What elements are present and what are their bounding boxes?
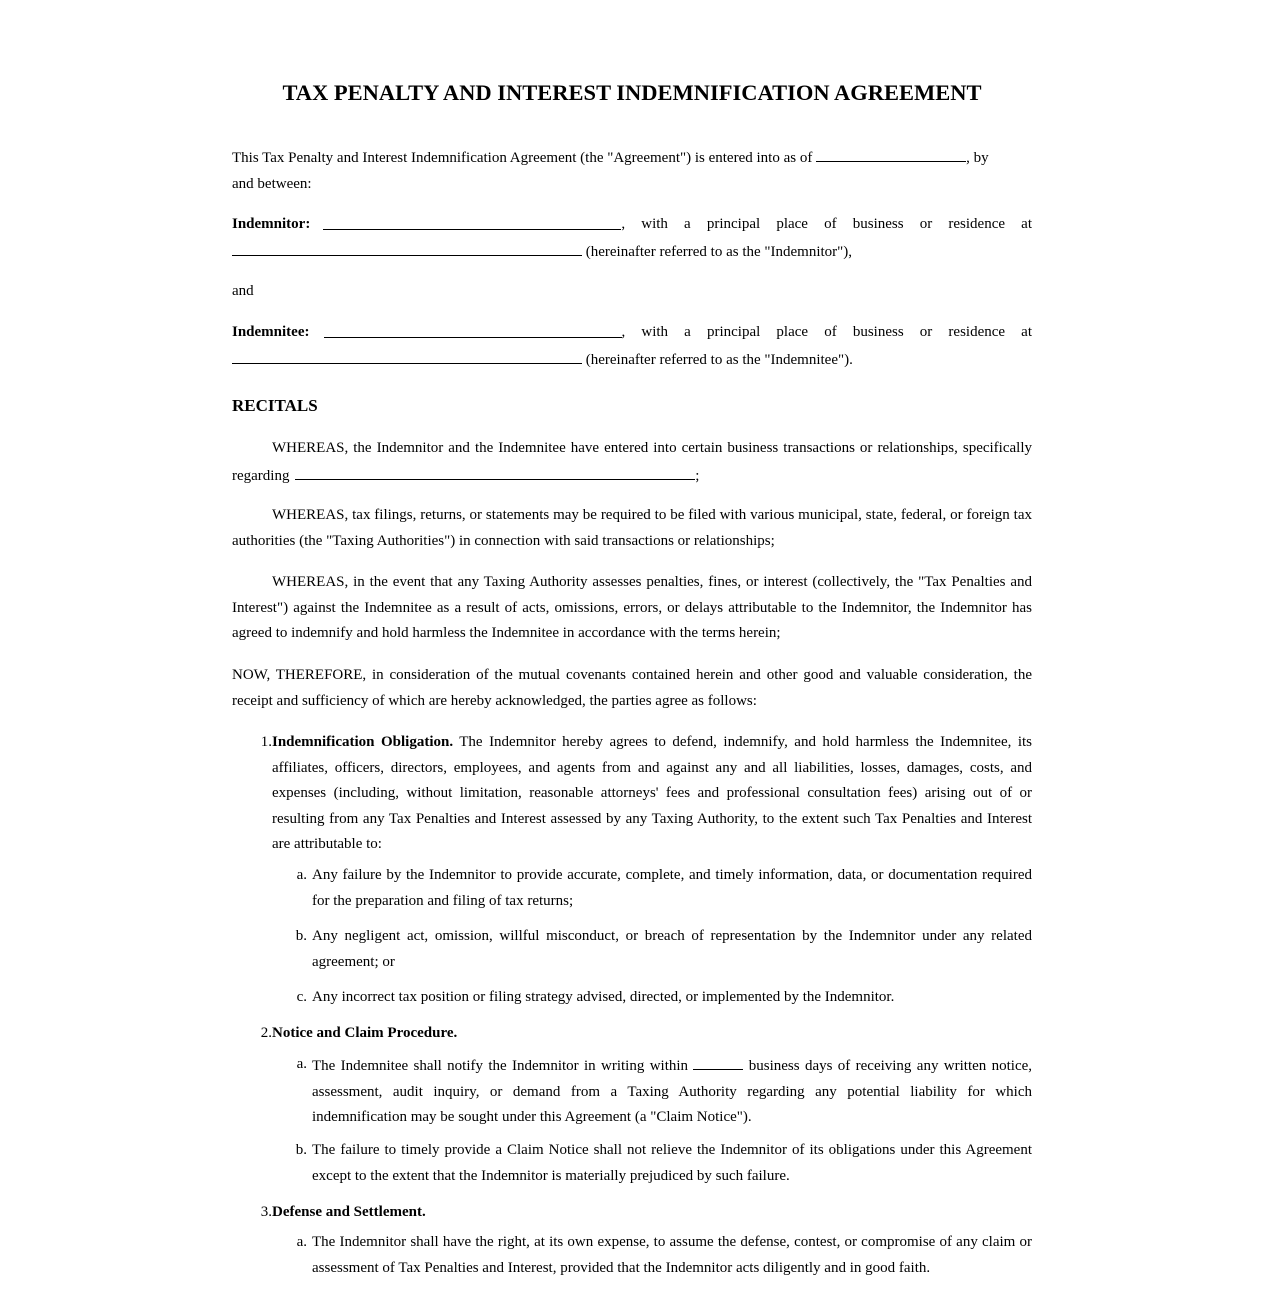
indemnitor-place-text: , with a principal place of business or residence at bbox=[621, 216, 1032, 232]
indemnitor-referred-text: (hereinafter referred to as the "Indemnitor"), bbox=[585, 243, 853, 260]
indemnitor-label: Indemnitor: bbox=[232, 216, 311, 232]
section-1-number: 1. bbox=[260, 734, 272, 750]
indemnitee-place-text: , with a principal place of business or residence at bbox=[621, 324, 1032, 340]
section-1c-label: c. bbox=[296, 989, 307, 1005]
section-3a: The Indemnitor shall have the right, at its own expense, to assume the defense, contest, or compromise of any claim or assessment of Tax Penalties and Interest, provided that the Indemnitor acts diligently and in good faith. bbox=[312, 1234, 1032, 1276]
indemnitee-address-blank[interactable] bbox=[232, 346, 582, 364]
intro-paragraph bbox=[232, 144, 1032, 197]
recital-1 bbox=[232, 436, 1032, 489]
indemnitee-referred-text: (hereinafter referred to as the "Indemnitee"). bbox=[585, 351, 853, 368]
intro-text: This Tax Penalty and Interest Indemnification Agreement (the "Agreement") is entered into as of bbox=[232, 150, 813, 166]
section-2a bbox=[312, 1052, 1032, 1131]
section-1b: Any negligent act, omission, willful misconduct, or breach of representation by the Indemnitor under any related agreement; or bbox=[312, 928, 1032, 970]
intro-by: , by bbox=[966, 150, 989, 166]
intro-line2: and between: bbox=[232, 175, 312, 192]
section-2a-label: a. bbox=[296, 1056, 307, 1072]
section-1a-label: a. bbox=[296, 867, 307, 883]
section-2a-text-before: The Indemnitee shall notify the Indemnitor in writing within bbox=[312, 1058, 689, 1074]
indemnitee-name-blank[interactable] bbox=[324, 320, 622, 338]
section-1b-label: b. bbox=[295, 928, 307, 944]
section-1 bbox=[272, 730, 1032, 858]
document-title: TAX PENALTY AND INTEREST INDEMNIFICATION AGREEMENT bbox=[282, 80, 982, 105]
transaction-blank[interactable] bbox=[295, 462, 695, 480]
section-2-title: Notice and Claim Procedure. bbox=[272, 1025, 458, 1041]
section-3-title: Defense and Settlement. bbox=[272, 1204, 426, 1220]
recitals-heading: RECITALS bbox=[232, 396, 318, 415]
section-2a-text-after: business days of receiving any written notice, assessment, audit inquiry, or demand from a Taxing Authority regarding any potential liability for which indemnification may be sought under this Agreement (a "Claim Notice"). bbox=[312, 1058, 1033, 1125]
section-1-text: The Indemnitor hereby agrees to defend, indemnify, and hold harmless the Indemnitee, its affiliates, officers, directors, employees, and agents from and against any and all liabilities, losses, damages, costs, and expenses (including, without limitation, reasonable attorneys' fees and professional consultation fees) arising out of or resulting from any Tax Penalties and Interest assessed by any Taxing Authority, to the extent such Tax Penalties and Interest are attributable to: bbox=[272, 734, 1032, 852]
indemnitor-address-blank[interactable] bbox=[232, 238, 582, 256]
and-text: and bbox=[232, 283, 254, 299]
section-2-number: 2. bbox=[260, 1025, 272, 1041]
section-1a: Any failure by the Indemnitor to provide accurate, complete, and timely information, data, or documentation required for the preparation and filing of tax returns; bbox=[312, 867, 1032, 909]
section-1-title: Indemnification Obligation. bbox=[272, 734, 454, 750]
business-days-blank[interactable] bbox=[693, 1052, 743, 1070]
indemnitee-block bbox=[232, 320, 1032, 373]
indemnitor-block bbox=[232, 212, 1032, 265]
section-1c: Any incorrect tax position or filing strategy advised, directed, or implemented by the Indemnitor. bbox=[312, 989, 895, 1005]
recital-3: WHEREAS, in the event that any Taxing Authority assesses penalties, fines, or interest (collectively, the "Tax Penalties and Interest") against the Indemnitee as a result of acts, omissions, errors, or delays attributable to the Indemnitor, the Indemnitor has agreed to indemnify and hold harmless the Indemnitee in accordance with the terms herein; bbox=[232, 574, 1032, 641]
section-3a-label: a. bbox=[296, 1234, 307, 1250]
now-therefore-paragraph: NOW, THEREFORE, in consideration of the mutual covenants contained herein and other good and valuable consideration, the receipt and sufficiency of which are hereby acknowledged, the parties agree as follows: bbox=[232, 667, 1032, 709]
recital-1-text: WHEREAS, the Indemnitor and the Indemnitee have entered into certain business transactions or relationships, specifically regarding bbox=[232, 440, 1032, 484]
date-blank[interactable] bbox=[816, 144, 966, 162]
section-3-number: 3. bbox=[260, 1204, 272, 1220]
indemnitor-name-blank[interactable] bbox=[323, 212, 621, 230]
section-2b-label: b. bbox=[295, 1142, 307, 1158]
section-2b: The failure to timely provide a Claim Notice shall not relieve the Indemnitor of its obligations under this Agreement except to the extent that the Indemnitor is materially prejudiced by such failure. bbox=[312, 1142, 1032, 1184]
recital-2: WHEREAS, tax filings, returns, or statements may be required to be filed with various municipal, state, federal, or foreign tax authorities (the "Taxing Authorities") in connection with said transactions or relationships; bbox=[232, 507, 1032, 549]
recital-1-end: ; bbox=[695, 467, 700, 484]
indemnitee-label: Indemnitee: bbox=[232, 324, 310, 340]
